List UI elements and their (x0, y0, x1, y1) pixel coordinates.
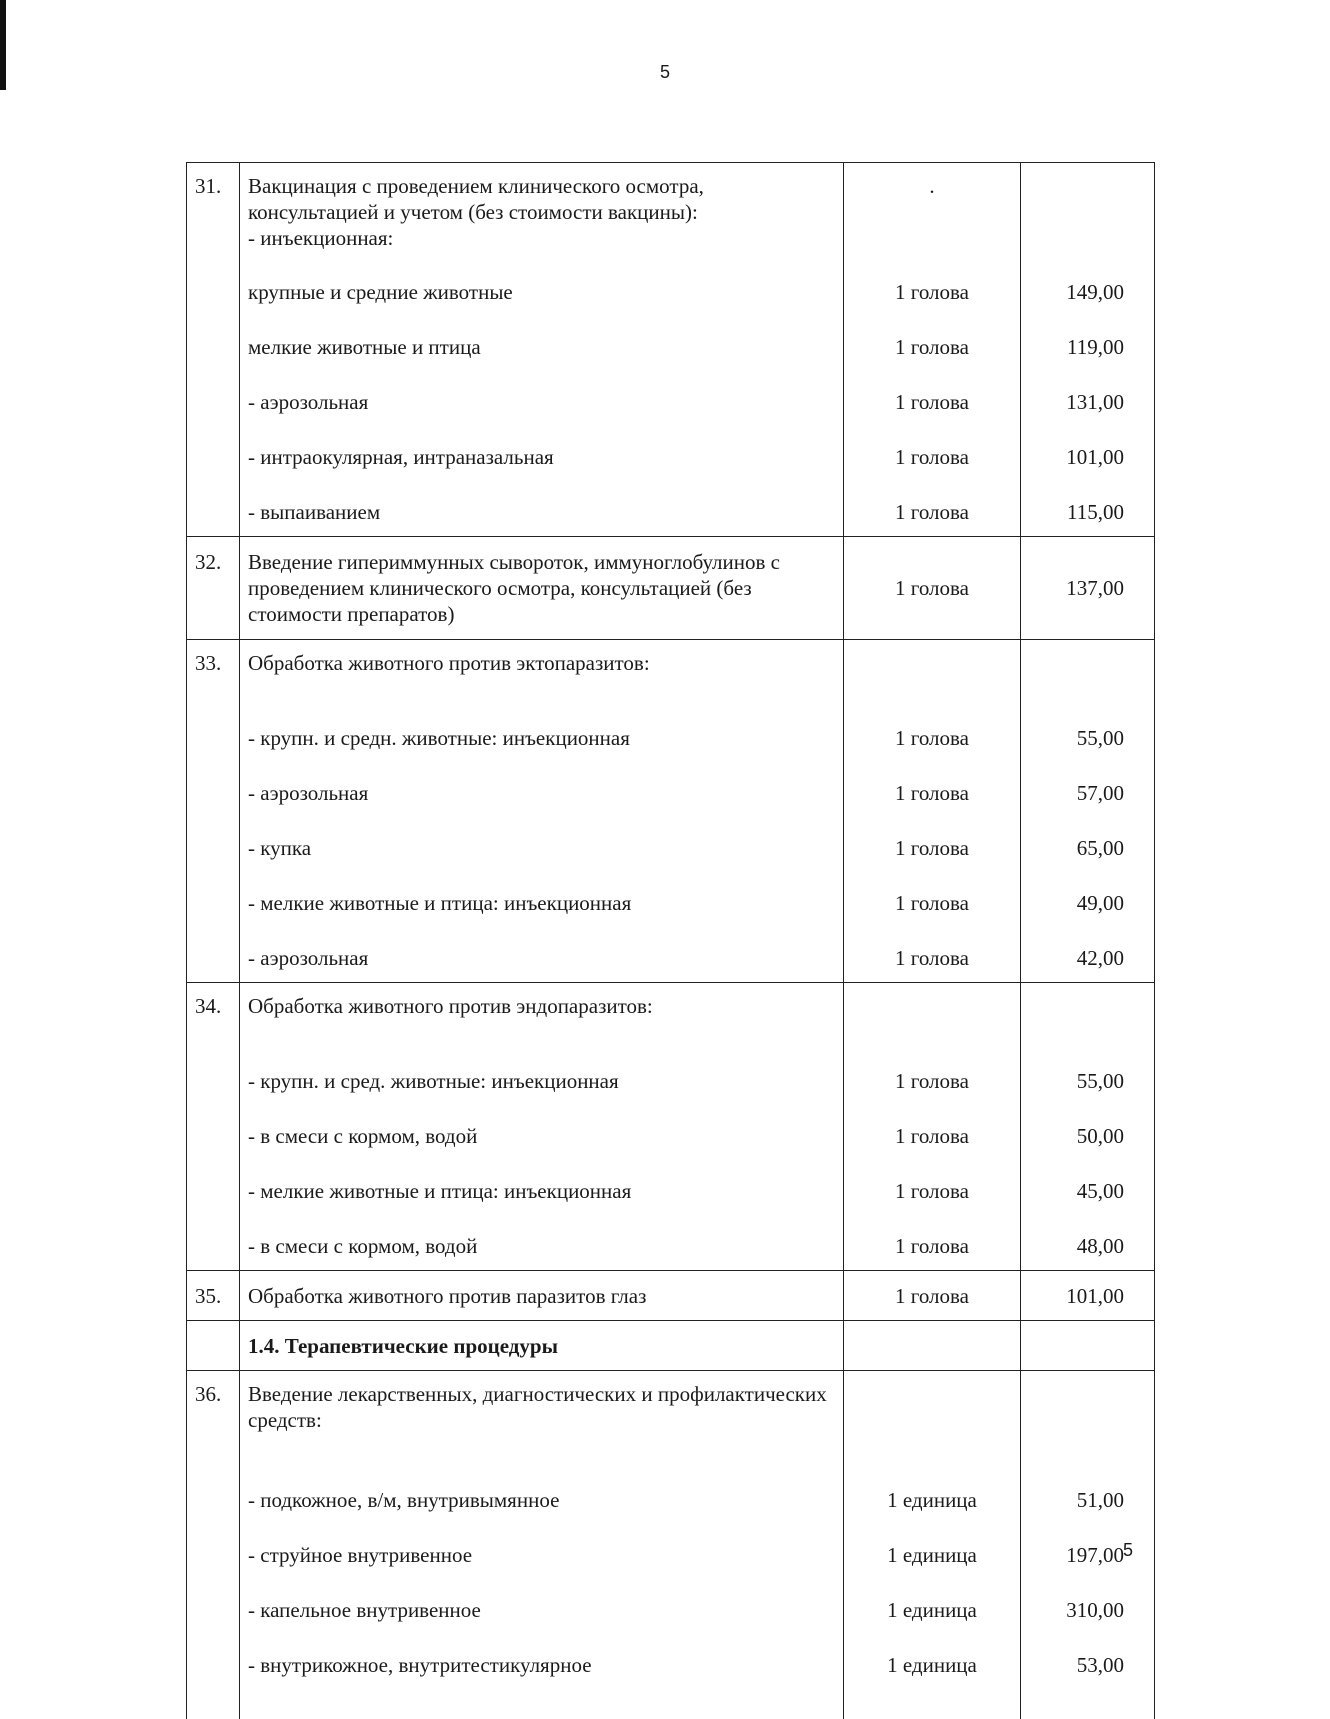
unit-text: . (929, 174, 934, 198)
service-description-cell (240, 261, 844, 316)
row-number-cell (187, 537, 240, 640)
continuation-cell (844, 1689, 1021, 1719)
unit-cell (844, 261, 1021, 316)
row-number-cell (187, 927, 240, 983)
service-description-text: Обработка животного против паразитов глаз (248, 1284, 646, 1308)
unit-text: 1 единица (887, 1653, 977, 1677)
unit-cell (844, 927, 1021, 983)
table-row (187, 537, 1155, 640)
table-subrow (187, 1160, 1155, 1215)
unit-text: 1 голова (895, 781, 969, 805)
row-number-text: 35. (195, 1284, 221, 1308)
service-description-cell (240, 640, 844, 708)
service-description-cell (240, 163, 844, 262)
unit-cell (844, 426, 1021, 481)
price-text: 49,00 (1077, 891, 1124, 915)
table-row (187, 163, 1155, 262)
service-description-cell (240, 1050, 844, 1105)
row-number-cell (187, 983, 240, 1051)
row-number-cell (187, 261, 240, 316)
price-text: 119,00 (1067, 335, 1124, 359)
service-description-text: - в смеси с кормом, водой (248, 1234, 477, 1258)
row-number-cell (187, 762, 240, 817)
price-table (186, 162, 1155, 1719)
service-description-text: Обработка животного против эктопаразитов: (248, 650, 835, 707)
service-description-text: - купка (248, 836, 311, 860)
table-subrow (187, 481, 1155, 537)
price-text: 65,00 (1077, 836, 1124, 860)
service-description-text: - интраокулярная, интраназальная (248, 445, 554, 469)
service-description-text: - внутрикожное, внутритестикулярное (248, 1653, 592, 1677)
service-description-text: - крупн. и сред. животные: инъекционная (248, 1069, 619, 1093)
continuation-cell (187, 1689, 240, 1719)
table-subrow (187, 1524, 1155, 1579)
row-number-cell (187, 640, 240, 708)
price-text: 53,00 (1077, 1653, 1124, 1677)
price-text: 197,00 (1066, 1543, 1124, 1567)
price-cell (1021, 163, 1155, 262)
price-cell (1021, 1050, 1155, 1105)
price-cell (1021, 1105, 1155, 1160)
price-cell (1021, 872, 1155, 927)
service-description-cell (240, 872, 844, 927)
service-description-cell (240, 1321, 844, 1371)
service-description-cell (240, 1105, 844, 1160)
unit-text: 1 голова (895, 726, 969, 750)
service-description-cell (240, 1634, 844, 1689)
price-cell (1021, 426, 1155, 481)
unit-cell (844, 1634, 1021, 1689)
table-subrow (187, 1215, 1155, 1271)
unit-cell (844, 817, 1021, 872)
row-number-cell (187, 371, 240, 426)
price-text: 310,00 (1066, 1598, 1124, 1622)
row-number-cell (187, 872, 240, 927)
service-description-cell (240, 1271, 844, 1321)
price-cell (1021, 762, 1155, 817)
service-description-cell (240, 707, 844, 762)
table-subrow (187, 707, 1155, 762)
service-description-text: мелкие животные и птица (248, 335, 481, 359)
row-number-cell (187, 1105, 240, 1160)
unit-cell (844, 537, 1021, 640)
price-cell (1021, 1524, 1155, 1579)
unit-cell (844, 1579, 1021, 1634)
continuation-cell (1021, 1689, 1155, 1719)
row-number-cell (187, 316, 240, 371)
service-description-cell (240, 316, 844, 371)
price-cell (1021, 1469, 1155, 1524)
unit-cell (844, 1271, 1021, 1321)
price-text: 131,00 (1066, 390, 1124, 414)
unit-text: 1 голова (895, 891, 969, 915)
table-subrow (187, 927, 1155, 983)
row-number-cell (187, 1469, 240, 1524)
service-description-text: Введение гипериммунных сывороток, иммуноглобулинов с проведением клинического осмотра, консультацией (без стоимости препаратов) (248, 550, 780, 626)
price-cell (1021, 640, 1155, 708)
service-description-text: Вакцинация с проведением клинического осмотра, консультацией и учетом (без стоимости вакцины): - инъекционная: (248, 173, 835, 261)
price-cell (1021, 1634, 1155, 1689)
service-description-cell (240, 927, 844, 983)
price-text: 42,00 (1077, 946, 1124, 970)
service-description-text: - капельное внутривенное (248, 1598, 481, 1622)
service-description-text: - аэрозольная (248, 390, 368, 414)
unit-cell (844, 640, 1021, 708)
unit-cell (844, 1215, 1021, 1271)
service-description-text: - крупн. и средн. животные: инъекционная (248, 726, 630, 750)
service-description-cell (240, 983, 844, 1051)
table-subrow (187, 1050, 1155, 1105)
service-description-text: - мелкие животные и птица: инъекционная (248, 891, 631, 915)
row-number-text: 31. (195, 174, 221, 198)
unit-text: 1 голова (895, 946, 969, 970)
unit-cell (844, 762, 1021, 817)
service-description-cell (240, 817, 844, 872)
page-number-bottom: 5 (1123, 1540, 1133, 1561)
table-subrow (187, 762, 1155, 817)
unit-text: 1 голова (895, 1234, 969, 1258)
section-header-row (187, 1321, 1155, 1371)
service-description-text: Обработка животного против эндопаразитов: (248, 993, 835, 1050)
price-text: 115,00 (1067, 500, 1124, 524)
table-subrow (187, 1469, 1155, 1524)
row-number-cell (187, 1579, 240, 1634)
service-description-text: - подкожное, в/м, внутривымянное (248, 1488, 559, 1512)
row-number-cell (187, 1524, 240, 1579)
unit-text: 1 единица (887, 1488, 977, 1512)
price-text: 101,00 (1066, 1284, 1124, 1308)
row-number-cell (187, 426, 240, 481)
price-text: 55,00 (1077, 726, 1124, 750)
price-cell (1021, 817, 1155, 872)
service-description-text: - струйное внутривенное (248, 1543, 472, 1567)
price-table-wrapper (186, 162, 1154, 1525)
service-description-cell (240, 1524, 844, 1579)
price-cell (1021, 481, 1155, 537)
unit-cell (844, 1321, 1021, 1371)
table-row (187, 983, 1155, 1051)
price-text: 137,00 (1066, 576, 1124, 600)
price-text: 48,00 (1077, 1234, 1124, 1258)
unit-cell (844, 1105, 1021, 1160)
service-description-text: - в смеси с кормом, водой (248, 1124, 477, 1148)
table-row (187, 1371, 1155, 1470)
unit-cell (844, 481, 1021, 537)
unit-text: 1 единица (887, 1543, 977, 1567)
price-text: 57,00 (1077, 781, 1124, 805)
unit-cell (844, 872, 1021, 927)
row-number-cell (187, 163, 240, 262)
unit-text: 1 голова (895, 445, 969, 469)
table-continuation-row (187, 1689, 1155, 1719)
service-description-cell (240, 426, 844, 481)
price-table-body (187, 163, 1155, 1719)
row-number-text: 34. (195, 994, 221, 1018)
row-number-cell (187, 1271, 240, 1321)
unit-cell (844, 707, 1021, 762)
price-cell (1021, 1321, 1155, 1371)
service-description-text: Введение лекарственных, диагностических и профилактических средств: (248, 1381, 835, 1469)
row-number-cell (187, 1634, 240, 1689)
unit-text: 1 голова (895, 1284, 969, 1308)
price-text: 50,00 (1077, 1124, 1124, 1148)
service-description-cell (240, 1215, 844, 1271)
unit-text: 1 голова (895, 335, 969, 359)
unit-text: 1 голова (895, 1124, 969, 1148)
price-cell (1021, 927, 1155, 983)
table-subrow (187, 371, 1155, 426)
unit-text: 1 голова (895, 280, 969, 304)
row-number-cell (187, 481, 240, 537)
service-description-cell (240, 762, 844, 817)
unit-cell (844, 1524, 1021, 1579)
row-number-text: 33. (195, 651, 221, 675)
service-description-text: 1.4. Терапевтические процедуры (248, 1334, 558, 1358)
service-description-text: - выпаиванием (248, 500, 380, 524)
price-cell (1021, 261, 1155, 316)
row-number-cell (187, 1321, 240, 1371)
price-cell (1021, 1160, 1155, 1215)
row-number-cell (187, 1160, 240, 1215)
unit-text: 1 голова (895, 1069, 969, 1093)
table-subrow (187, 261, 1155, 316)
price-text: 149,00 (1066, 280, 1124, 304)
unit-cell (844, 1160, 1021, 1215)
row-number-cell (187, 707, 240, 762)
unit-cell (844, 983, 1021, 1051)
price-text: 45,00 (1077, 1179, 1124, 1203)
price-cell (1021, 1579, 1155, 1634)
row-number-cell (187, 1371, 240, 1470)
service-description-text: - мелкие животные и птица: инъекционная (248, 1179, 631, 1203)
price-cell (1021, 1215, 1155, 1271)
price-cell (1021, 1271, 1155, 1321)
unit-text: 1 голова (895, 836, 969, 860)
price-cell (1021, 316, 1155, 371)
unit-cell (844, 1371, 1021, 1470)
unit-cell (844, 1050, 1021, 1105)
service-description-cell (240, 1469, 844, 1524)
unit-text: 1 голова (895, 1179, 969, 1203)
price-cell (1021, 371, 1155, 426)
table-row (187, 1271, 1155, 1321)
unit-cell (844, 1469, 1021, 1524)
price-cell (1021, 537, 1155, 640)
unit-cell (844, 163, 1021, 262)
price-cell (1021, 983, 1155, 1051)
table-subrow (187, 426, 1155, 481)
service-description-cell (240, 537, 844, 640)
unit-text: 1 голова (895, 576, 969, 600)
row-number-text: 36. (195, 1382, 221, 1406)
table-row (187, 640, 1155, 708)
page-number-top: 5 (0, 62, 1330, 83)
price-cell (1021, 1371, 1155, 1470)
table-subrow (187, 817, 1155, 872)
table-subrow (187, 316, 1155, 371)
price-text: 51,00 (1077, 1488, 1124, 1512)
service-description-text: - аэрозольная (248, 946, 368, 970)
row-number-cell (187, 817, 240, 872)
row-number-text: 32. (195, 550, 221, 574)
service-description-text: крупные и средние животные (248, 280, 513, 304)
service-description-cell (240, 1160, 844, 1215)
unit-text: 1 единица (887, 1598, 977, 1622)
table-subrow (187, 872, 1155, 927)
price-cell (1021, 707, 1155, 762)
unit-text: 1 голова (895, 390, 969, 414)
service-description-cell (240, 371, 844, 426)
row-number-cell (187, 1215, 240, 1271)
unit-cell (844, 316, 1021, 371)
service-description-cell (240, 1371, 844, 1470)
table-subrow (187, 1579, 1155, 1634)
continuation-cell (240, 1689, 844, 1719)
service-description-text: - аэрозольная (248, 781, 368, 805)
table-subrow (187, 1634, 1155, 1689)
price-text: 101,00 (1066, 445, 1124, 469)
price-text: 55,00 (1077, 1069, 1124, 1093)
row-number-cell (187, 1050, 240, 1105)
unit-cell (844, 371, 1021, 426)
service-description-cell (240, 481, 844, 537)
table-subrow (187, 1105, 1155, 1160)
unit-text: 1 голова (895, 500, 969, 524)
service-description-cell (240, 1579, 844, 1634)
